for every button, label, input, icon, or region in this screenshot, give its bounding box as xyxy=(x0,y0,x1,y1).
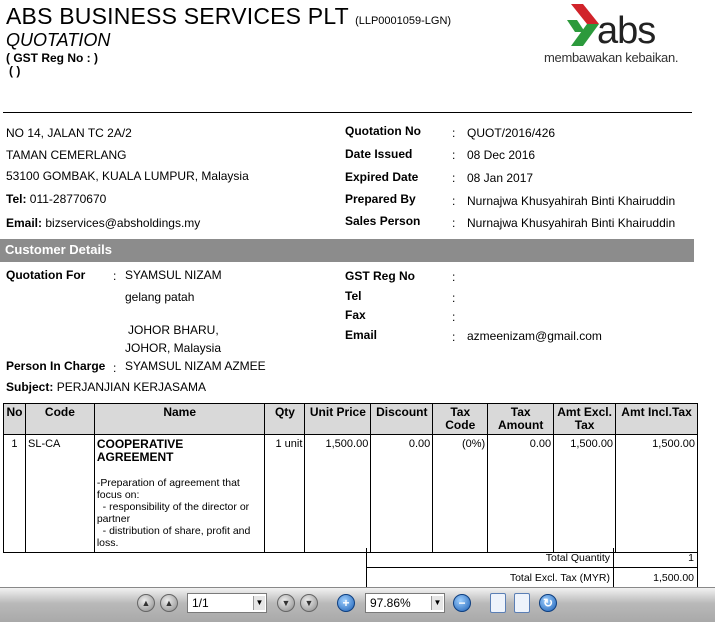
customer-email-label: Email xyxy=(345,328,378,342)
prepared-by-value: Nurnajwa Khusyahirah Binti Khairuddin xyxy=(467,194,676,208)
quotation-for-label: Quotation For xyxy=(6,268,86,282)
customer-name: SYAMSUL NIZAM xyxy=(125,268,222,282)
col-qty: Qty xyxy=(265,404,305,435)
table-row xyxy=(4,435,698,553)
row-title: COOPERATIVE AGREEMENT xyxy=(96,437,184,464)
row-tax-code: (0%) xyxy=(433,435,488,553)
row-unit-price: 1,500.00 xyxy=(305,435,371,553)
address-line-2: TAMAN CEMERLANG xyxy=(6,148,127,162)
date-issued-value: 08 Dec 2016 xyxy=(467,148,536,162)
last-page-icon[interactable]: ▼ xyxy=(300,594,318,612)
expired-date-value: 08 Jan 2017 xyxy=(467,171,534,185)
expired-date-label: Expired Date xyxy=(345,170,419,184)
meta-colon: : xyxy=(452,216,456,230)
meta-colon: : xyxy=(452,194,456,208)
total-quantity-label: Total Quantity xyxy=(367,548,614,567)
company-tel xyxy=(6,192,106,206)
meta-colon: : xyxy=(452,148,456,162)
row-code: SL-CA xyxy=(25,435,94,553)
customer-colon: : xyxy=(113,269,117,283)
col-amt-excl: Amt Excl. Tax xyxy=(554,404,616,435)
customer-details-header: Customer Details xyxy=(0,239,694,262)
row-amt-excl: 1,500.00 xyxy=(554,435,616,553)
document-type: QUOTATION xyxy=(6,30,111,50)
zoom-out-icon[interactable]: − xyxy=(453,594,471,612)
company-reg-no: (LLP0001059-LGN) xyxy=(355,15,452,27)
page-number-select[interactable] xyxy=(187,593,267,613)
date-issued-label: Date Issued xyxy=(345,147,413,161)
subject-value: PERJANJIAN KERJASAMA xyxy=(56,380,207,394)
email-label: Email: xyxy=(6,216,43,230)
col-unit-price: Unit Price xyxy=(305,404,371,435)
continuous-view-icon[interactable] xyxy=(514,593,530,613)
prepared-by-label: Prepared By xyxy=(345,192,416,206)
address-line-3: 53100 GOMBAK, KUALA LUMPUR, Malaysia xyxy=(6,169,249,183)
col-code: Code xyxy=(25,404,94,435)
row-no: 1 xyxy=(4,435,26,553)
quotation-no-label: Quotation No xyxy=(345,124,421,138)
logo-tagline: membawakan kebaikan. xyxy=(544,50,679,65)
company-gst-paren: ( ) xyxy=(9,64,21,78)
tel-value: 011-28770670 xyxy=(29,192,107,206)
company-email xyxy=(6,216,200,230)
customer-gst-label: GST Reg No xyxy=(345,269,416,283)
tel-label: Tel: xyxy=(6,192,27,206)
row-discount: 0.00 xyxy=(371,435,433,553)
company-gst-reg: ( GST Reg No : ) xyxy=(6,51,98,65)
row-name xyxy=(94,435,265,553)
logo-word: abs xyxy=(597,10,656,52)
chevron-down-icon[interactable]: ▼ xyxy=(431,596,443,610)
col-no: No xyxy=(4,404,26,435)
email-value: bizservices@absholdings.my xyxy=(45,216,201,230)
totals-block xyxy=(366,548,698,588)
zoom-in-icon[interactable]: + xyxy=(337,594,355,612)
quotation-no-value: QUOT/2016/426 xyxy=(467,126,556,140)
previous-page-icon[interactable]: ▲ xyxy=(160,594,178,612)
person-in-charge-value: SYAMSUL NIZAM AZMEE xyxy=(125,359,266,373)
company-name: ABS BUSINESS SERVICES PLT (LLP0001059-LGN) xyxy=(6,3,452,29)
col-tax-code: Tax Code xyxy=(433,404,488,435)
row-tax-amount: 0.00 xyxy=(488,435,554,553)
subject-label: Subject: xyxy=(6,380,54,394)
col-discount: Discount xyxy=(371,404,433,435)
col-amt-incl: Amt Incl.Tax xyxy=(616,404,698,435)
customer-tel-label: Tel xyxy=(345,289,362,303)
zoom-value: 97.86% xyxy=(370,596,411,610)
meta-colon: : xyxy=(452,126,456,140)
customer-address-2: JOHOR BHARU, xyxy=(128,323,219,337)
address-line-1: NO 14, JALAN TC 2A/2 xyxy=(6,126,132,140)
customer-address-1: gelang patah xyxy=(125,290,195,304)
customer-colon: : xyxy=(452,310,456,324)
sales-person-value: Nurnajwa Khusyahirah Binti Khairuddin xyxy=(467,216,676,230)
row-amt-incl: 1,500.00 xyxy=(616,435,698,553)
single-page-view-icon[interactable] xyxy=(490,593,506,613)
next-page-icon[interactable]: ▼ xyxy=(277,594,295,612)
total-excl-tax-value: 1,500.00 xyxy=(653,572,694,584)
customer-colon: : xyxy=(452,291,456,305)
table-header-row xyxy=(4,404,698,435)
col-tax-amount: Tax Amount xyxy=(488,404,554,435)
row-description: -Preparation of agreement that focus on: - responsibility of the director or partner - distribution of share, profit and loss. xyxy=(96,477,251,549)
col-name: Name xyxy=(94,404,265,435)
customer-fax-label: Fax xyxy=(345,308,366,322)
row-qty: 1 unit xyxy=(265,435,305,553)
zoom-select[interactable] xyxy=(365,593,445,613)
total-quantity-value: 1 xyxy=(688,552,694,564)
abs-logo-chevron-icon xyxy=(565,2,601,50)
abs-logo xyxy=(543,2,683,68)
chevron-down-icon[interactable]: ▼ xyxy=(253,596,265,610)
rotate-icon[interactable]: ↻ xyxy=(539,594,557,612)
customer-colon: : xyxy=(452,330,456,344)
sales-person-label: Sales Person xyxy=(345,214,421,228)
pdf-toolbar xyxy=(0,587,715,622)
customer-address-3: JOHOR, Malaysia xyxy=(125,341,222,355)
person-in-charge-label: Person In Charge xyxy=(6,359,106,373)
customer-colon: : xyxy=(113,361,117,375)
subject xyxy=(6,380,206,394)
page-number-value: 1/1 xyxy=(192,596,209,610)
header-divider xyxy=(3,112,692,113)
first-page-icon[interactable]: ▲ xyxy=(137,594,155,612)
total-excl-tax-row xyxy=(366,568,698,588)
total-excl-tax-label: Total Excl. Tax (MYR) xyxy=(367,568,614,587)
customer-colon: : xyxy=(452,270,456,284)
total-quantity-row xyxy=(366,548,698,568)
customer-email-value: azmeenizam@gmail.com xyxy=(467,329,602,343)
items-table xyxy=(3,403,698,553)
meta-colon: : xyxy=(452,171,456,185)
